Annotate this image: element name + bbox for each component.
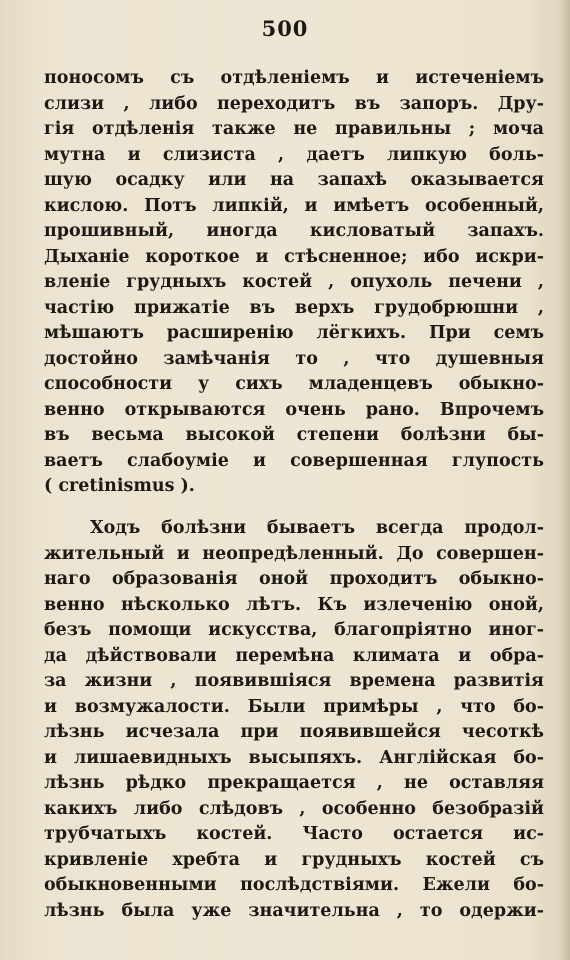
text-line: за жизни , появившіяся времена развитія (44, 671, 544, 691)
text-line: обыкновенными послѣдствіями. Ежели бо- (44, 875, 544, 895)
text-line: ( cretinismus ). (44, 476, 195, 496)
text-line: ваетъ слабоуміе и совершенная глупость (44, 450, 544, 471)
text-line: поносомъ съ отдѣленіемъ и истеченіемъ (44, 68, 544, 88)
text-line: мутна и слизиста , даетъ липкую боль- (44, 144, 544, 165)
paragraph-2 (44, 516, 544, 924)
page-number: 500 (261, 16, 309, 41)
text-line: вленіе грудныхъ костей , опухоль печени , (44, 272, 544, 292)
text-line: частію прижатіе въ верхъ грудобрюшни , (44, 297, 544, 318)
text-line: мѣшаютъ расширенію лёгкихъ. При семъ (44, 323, 544, 343)
text-line: жительный и неопредѣленный. До совершен- (44, 543, 544, 564)
text-line: венно открываются очень рано. Впрочемъ (44, 399, 544, 420)
text-line: Ходъ болѣзни бываетъ всегда продол- (90, 518, 544, 538)
text-line: наго образованія оной проходитъ обыкно- (44, 569, 544, 589)
text-line: венно нѣсколько лѣтъ. Къ излеченію оной, (44, 594, 544, 615)
text-line: лѣзнь была уже значительна , то одержи- (44, 900, 544, 921)
text-line: безъ помощи искусства, благопріятно иног- (44, 620, 544, 640)
text-line: гія отдѣленія также не правильны ; моча (44, 119, 544, 139)
text-line: шую осадку или на запахѣ оказывается (44, 170, 544, 190)
text-line: способности у сихъ младенцевъ обыкно- (44, 374, 544, 394)
text-line: лѣзнь рѣдко прекращается , не оставляя (44, 773, 544, 793)
text-line: и возмужалости. Были примѣры , что бо- (44, 696, 544, 717)
text-line: достойно замѣчанія то , что душевныя (44, 348, 544, 369)
text-line: трубчатыхъ костей. Часто остается ис- (44, 824, 544, 844)
text-line: лѣзнь исчезала при появившейся чесоткѣ (44, 722, 544, 742)
page-gutter-shadow (560, 0, 570, 960)
text-line: какихъ либо слѣдовъ , особенно безобразій (44, 798, 544, 819)
text-line: въ весьма высокой степени болѣзни бы- (44, 425, 544, 445)
paragraph-1 (44, 66, 544, 500)
text-line: кривленіе хребта и грудныхъ костей съ (44, 849, 544, 870)
text-line: слизи , либо переходитъ въ запоръ. Дру- (44, 93, 544, 114)
text-line: прошивный, иногда кисловатый запахъ. (44, 221, 544, 241)
text-line: Дыханіе короткое и стѣсненное; ибо искри- (44, 246, 544, 267)
text-line: и лишаевидныхъ высыпяхъ. Англійская бо- (44, 747, 544, 768)
text-line: да дѣйствовали перемѣна климата и обра- (44, 645, 544, 666)
text-line: кислою. Потъ липкій, и имѣетъ особенный, (44, 195, 544, 216)
